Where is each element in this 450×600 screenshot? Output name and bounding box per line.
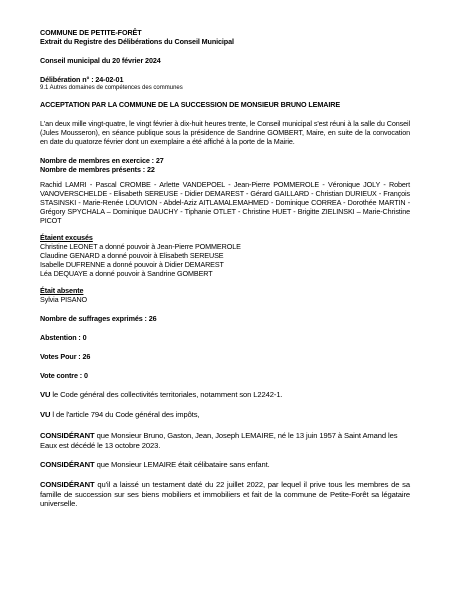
legal-basis-1 (40, 390, 410, 400)
council-date: Conseil municipal du 20 février 2024 (40, 56, 161, 65)
excused-heading: Étaient excusés (40, 233, 93, 242)
commune-name: COMMUNE DE PETITE-FORÊT (40, 28, 142, 37)
vu-lead: VU (40, 390, 51, 399)
considering-text: qu'il a laissé un testament daté du 22 juillet 2022, par lequel il prive tous les membres de sa famille de succession sur ses biens mobiliers et immobiliers et fait de la commune de Petite-Forêt sa légataire universelle. (40, 479, 410, 509)
considering-1 (40, 431, 410, 450)
considering-2 (40, 460, 410, 470)
excused-item: Isabelle DUFRENNE a donné pouvoir à Didier DEMAREST (40, 260, 224, 269)
considering-text: que Monsieur LEMAIRE était célibataire sans enfant. (94, 460, 270, 470)
excused-item: Claudine GENARD a donné pouvoir à Elisabeth SEREUSE (40, 251, 224, 260)
deliberation-title: ACCEPTATION PAR LA COMMUNE DE LA SUCCESSION DE MONSIEUR BRUNO LEMAIRE (40, 100, 341, 109)
intro-paragraph: L'an deux mille vingt-quatre, le vingt février à dix-huit heures trente, le Conseil municipal s'est réuni à la salle du Conseil (Jules Mousseron), en séance publique sous la présidence de Sandrine GOMBERT, Maire, en suite de la convocation en date du quatorze février dont un exemplaire a été affiché à la porte de la Mairie. (40, 119, 410, 146)
considering-text: que Monsieur Bruno, Gaston, Jean, Joseph LEMAIRE, né le 13 juin 1957 à Saint Amand les Eaux est décédé le 13 octobre 2023. (40, 431, 398, 450)
deliberation-category: 9.1 Autres domaines de compétences des communes (40, 85, 183, 91)
members-in-office: Nombre de membres en exercice : 27 (40, 156, 164, 165)
votes-cast: Nombre de suffrages exprimés : 26 (40, 314, 157, 323)
excused-item: Léa DEQUAYE a donné pouvoir à Sandrine GOMBERT (40, 269, 213, 278)
members-present: Nombre de membres présents : 22 (40, 165, 155, 174)
considering-3 (40, 480, 410, 509)
considering-lead: CONSIDÉRANT (40, 431, 95, 441)
excused-item: Christine LEONET a donné pouvoir à Jean-Pierre POMMEROLE (40, 242, 241, 251)
votes-abstention: Abstention : 0 (40, 333, 87, 342)
register-extract: Extrait du Registre des Délibérations du Conseil Municipal (40, 37, 234, 46)
considering-lead: CONSIDÉRANT (40, 460, 95, 470)
absent-heading: Était absente (40, 286, 84, 295)
present-members-list: Rachid LAMRI - Pascal CROMBE - Arlette VANDEPOEL - Jean-Pierre POMMEROLE - Véronique JOLY - Robert VANOVERSCHELDE - Elisabeth SEREUSE - Didier DEMAREST - Gérard GAILLARD - Christian DURIEUX - François STASINSKI - Marie-Renée LOUVION - Abdel-Aziz AITLAMALEMAHMED - Dominique CORREA - Dorothée MARTIN - Grégory SPYCHALA – Dominique DAUCHY - Tiphanie OTLET - Christine HUET - Brigitte ZIELINSKI – Marie-Christine PICOT (40, 180, 410, 225)
considering-lead: CONSIDÉRANT (40, 479, 95, 489)
vu-text: l de l'article 794 du Code général des impôts, (50, 409, 200, 419)
votes-against: Vote contre : 0 (40, 371, 88, 380)
vu-text: le Code général des collectivités territoriales, notamment son L2242-1. (50, 390, 283, 399)
absent-name: Sylvia PISANO (40, 295, 88, 304)
deliberation-number: Délibération n° : 24-02-01 (40, 75, 124, 84)
legal-basis-2 (40, 410, 410, 420)
vu-lead: VU (40, 409, 51, 419)
votes-for: Votes Pour : 26 (40, 352, 91, 361)
